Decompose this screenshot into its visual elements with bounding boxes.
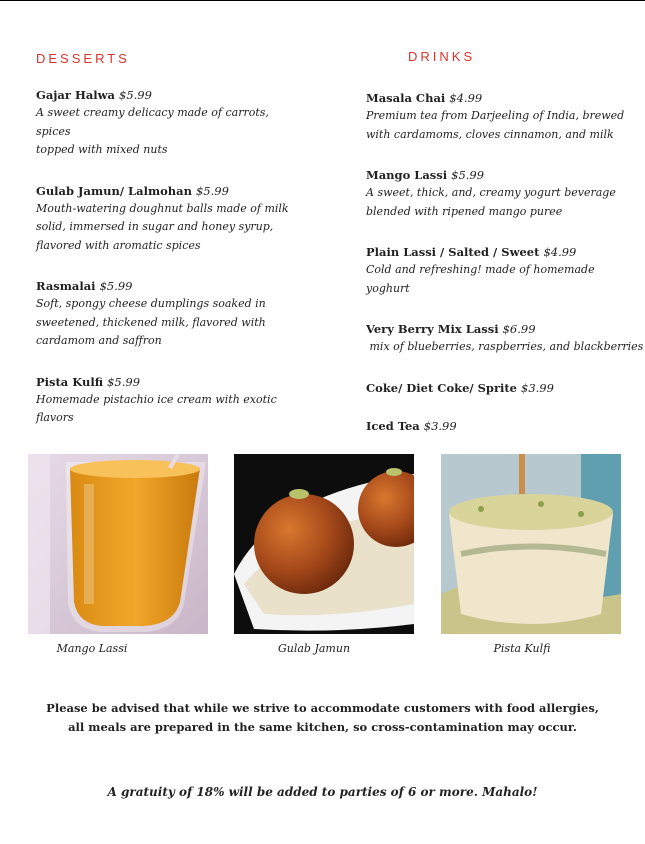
drink-desc: Cold and refreshing! made of homemade yoghurt [366, 263, 595, 295]
gulab-jamun-caption: Gulab Jamun [277, 642, 351, 655]
drinks-heading: DRINKS [408, 49, 476, 64]
desserts-heading: DESSERTS [36, 51, 130, 66]
dessert-item-gulab-jamun [36, 182, 306, 256]
dessert-price: $5.99 [119, 88, 152, 102]
dessert-price: $5.99 [99, 279, 133, 293]
dessert-item-gajar-halwa [36, 86, 306, 160]
drink-name: Mango Lassi [366, 168, 448, 182]
allergy-notice-line-1: Please be advised that while we strive to accommodate customers with food allergies, [46, 701, 599, 715]
drink-item-masala-chai [366, 89, 641, 144]
drink-name: Very Berry Mix Lassi [366, 322, 499, 336]
drink-item-soda [366, 379, 641, 397]
drink-name: Coke/ Diet Coke/ Sprite [366, 380, 517, 395]
drink-price: $4.99 [449, 91, 483, 105]
gratuity-notice: A gratuity of 18% will be added to parties of 6 or more. Mahalo! [107, 785, 538, 799]
dessert-name: Pista Kulfi [36, 374, 104, 389]
dessert-item-pista-kulfi [36, 373, 306, 428]
dessert-desc: flavored with aromatic spices [36, 238, 201, 252]
drink-desc: with cardamoms, cloves cinnamon, and milk [366, 127, 614, 141]
dessert-desc: A sweet creamy delicacy made of carrots, spices [36, 106, 269, 138]
dessert-desc: cardamom and saffron [36, 334, 162, 347]
drink-name: Iced Tea [366, 418, 420, 433]
dessert-desc: sweetened, thickened milk, flavored with [36, 315, 266, 329]
drinks-list [366, 89, 644, 457]
drink-price: $4.99 [543, 245, 577, 259]
dessert-desc: flavors [36, 411, 74, 424]
drink-price: $3.99 [423, 418, 457, 433]
dessert-name: Gulab Jamun/ Lalmohan [36, 183, 192, 198]
dessert-desc: Soft, spongy cheese dumplings soaked in [36, 297, 266, 310]
dessert-name: Gajar Halwa [36, 88, 115, 102]
desserts-list [36, 86, 306, 450]
drink-name: Masala Chai [366, 91, 446, 105]
mango-lassi-caption: Mango Lassi [56, 642, 128, 655]
dessert-name: Rasmalai [36, 279, 96, 293]
drink-desc: blended with ripened mango puree [366, 204, 563, 218]
pista-kulfi-caption: Pista Kulfi [493, 642, 551, 655]
drink-item-plain-lassi [366, 243, 641, 298]
drink-item-iced-tea [366, 417, 641, 435]
allergy-notice-line-2: all meals are prepared in the same kitchen, so cross-contamination may occur. [68, 720, 577, 734]
dessert-desc: topped with mixed nuts [36, 143, 168, 156]
drink-price: $6.99 [502, 322, 536, 336]
gulab-jamun-photo [234, 454, 414, 634]
top-border [0, 0, 645, 1]
dessert-desc: solid, immersed in sugar and honey syrup, [36, 220, 274, 233]
drink-item-berry-lassi [366, 320, 644, 357]
drink-desc: mix of blueberries, raspberries, and blackberries [366, 340, 644, 353]
drink-desc: A sweet, thick, and, creamy yogurt beverage [366, 186, 616, 199]
dessert-item-rasmalai [36, 277, 306, 351]
drink-desc: Premium tea from Darjeeling of India, brewed [366, 109, 625, 122]
drink-price: $3.99 [521, 380, 554, 395]
pista-kulfi-photo [441, 454, 621, 634]
drink-item-mango-lassi [366, 166, 641, 221]
dessert-price: $5.99 [107, 374, 141, 389]
dessert-price: $5.99 [195, 183, 229, 198]
dessert-desc: Mouth-watering doughnut balls made of milk [36, 201, 289, 215]
mango-lassi-photo [28, 454, 208, 634]
drink-price: $5.99 [451, 168, 485, 182]
dessert-desc: Homemade pistachio ice cream with exotic [36, 392, 277, 406]
drink-name: Plain Lassi / Salted / Sweet [366, 245, 540, 259]
